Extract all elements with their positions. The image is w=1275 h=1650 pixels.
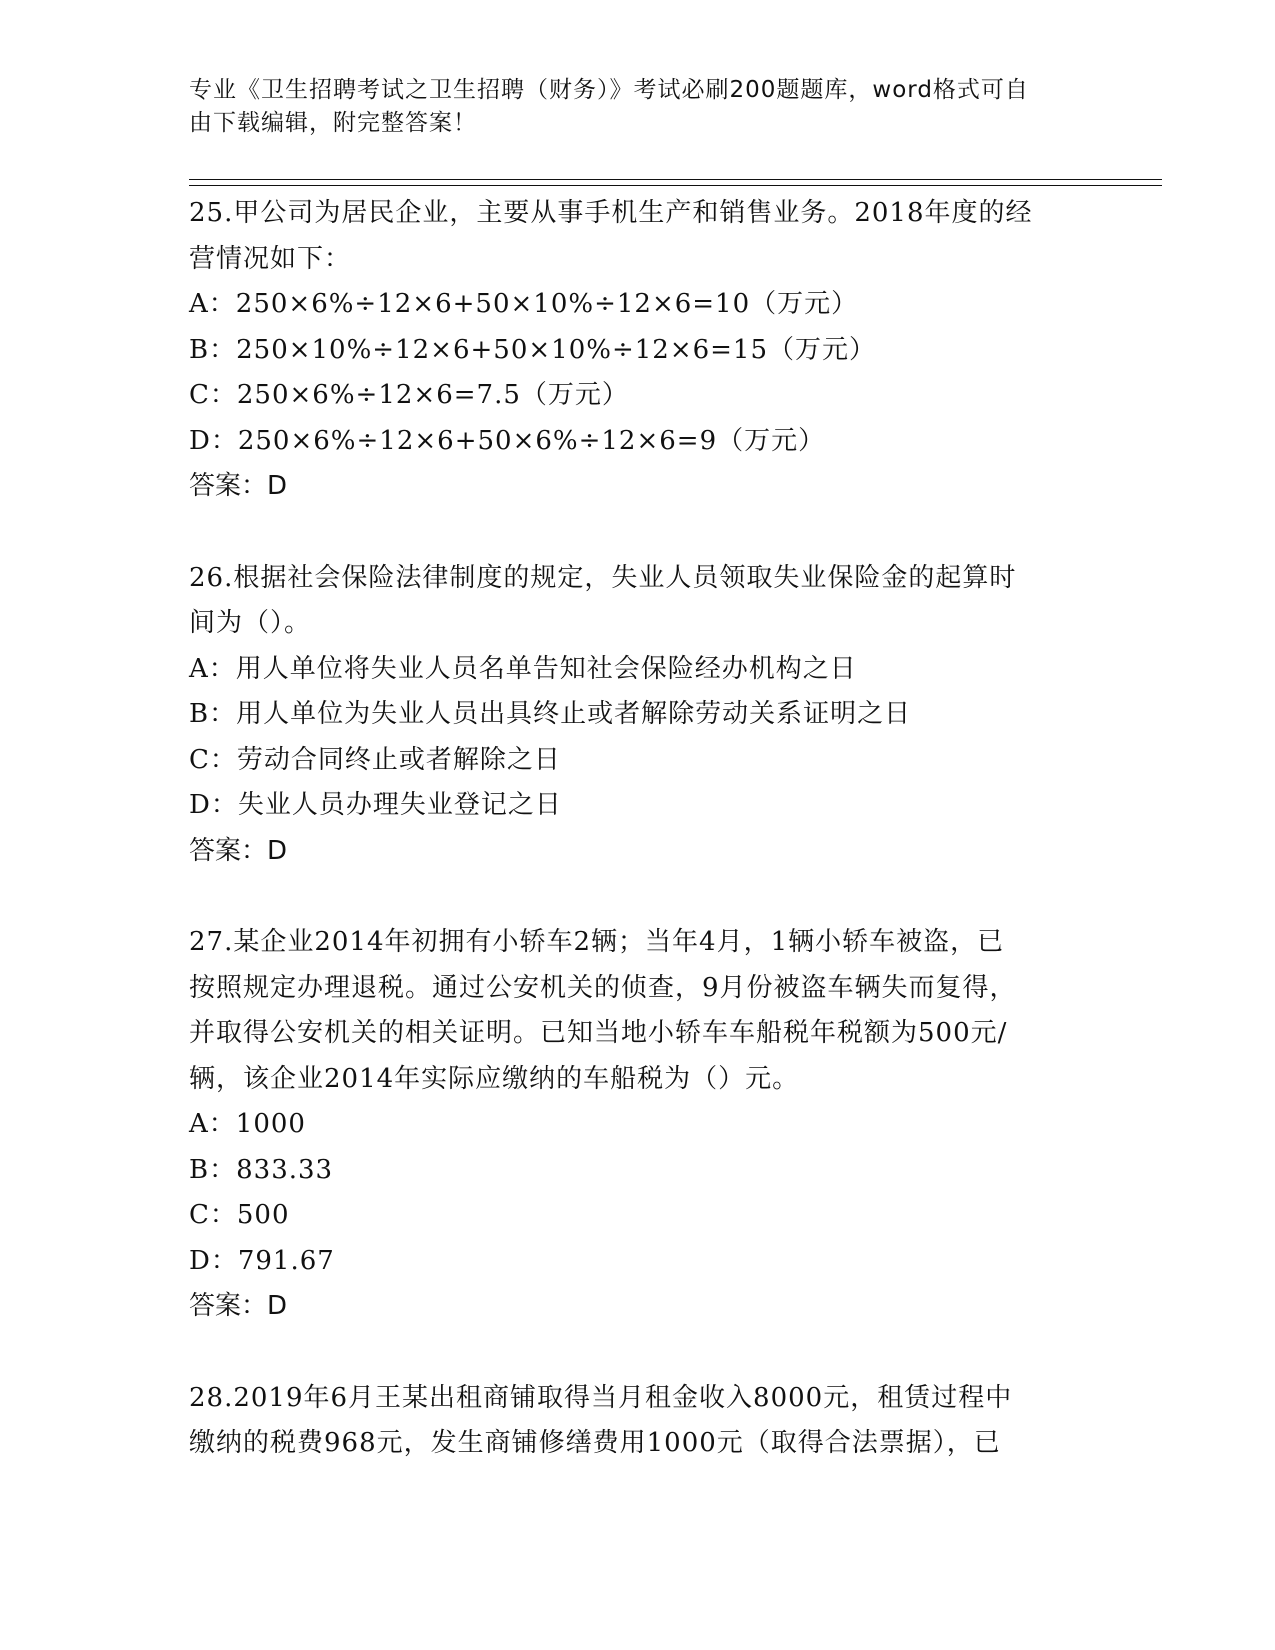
question-text-line: 28.2019年6月王某出租商铺取得当月租金收入8000元，租赁过程中 xyxy=(189,1382,1013,1413)
question-25 xyxy=(189,191,1089,510)
header-divider-top xyxy=(189,179,1162,180)
question-list xyxy=(189,191,1089,1513)
question-text-line: 辆，该企业2014年实际应缴纳的车船税为（）元。 xyxy=(189,1063,800,1094)
option-b: B：用人单位为失业人员出具终止或者解除劳动关系证明之日 xyxy=(189,699,912,729)
option-d: D：791.67 xyxy=(189,1245,335,1276)
answer-label: 答案：D xyxy=(189,835,288,866)
option-b: B：250×10%÷12×6+50×10%÷12×6=15（万元） xyxy=(189,334,877,365)
header-line-1: 专业《卫生招聘考试之卫生招聘（财务）》考试必刷200题题库，word格式可自 xyxy=(189,77,1029,103)
question-text-line: 25.甲公司为居民企业，主要从事手机生产和销售业务。2018年度的经 xyxy=(189,198,1033,228)
option-c: C：250×6%÷12×6=7.5（万元） xyxy=(189,380,629,410)
option-c: C：500 xyxy=(189,1200,290,1230)
answer-label: 答案：D xyxy=(189,471,288,501)
question-28 xyxy=(189,1376,1089,1467)
option-c: C：劳动合同终止或者解除之日 xyxy=(189,744,561,775)
header-line-2: 由下载编辑，附完整答案！ xyxy=(189,110,477,136)
option-d: D：失业人员办理失业登记之日 xyxy=(189,790,562,820)
question-text-line: 27.某企业2014年初拥有小轿车2辆；当年4月，1辆小轿车被盗，已 xyxy=(189,927,1005,957)
question-text-line: 26.根据社会保险法律制度的规定，失业人员领取失业保险金的起算时 xyxy=(189,562,1017,593)
header-divider-bottom xyxy=(189,185,1162,186)
question-27 xyxy=(189,920,1089,1330)
answer-label: 答案：D xyxy=(189,1291,288,1321)
option-a: A：1000 xyxy=(189,1109,306,1139)
question-text-line: 缴纳的税费968元，发生商铺修缮费用1000元（取得合法票据），已 xyxy=(189,1428,1001,1458)
document-header xyxy=(189,74,1079,140)
option-a: A：用人单位将失业人员名单告知社会保险经办机构之日 xyxy=(189,653,857,684)
question-text-line: 营情况如下： xyxy=(189,243,352,274)
option-d: D：250×6%÷12×6+50×6%÷12×6=9（万元） xyxy=(189,425,826,456)
question-text-line: 按照规定办理退税。通过公安机关的侦查，9月份被盗车辆失而复得， xyxy=(189,972,1017,1003)
question-text-line: 间为（）。 xyxy=(189,608,312,638)
question-text-line: 并取得公安机关的相关证明。已知当地小轿车车船税年税额为500元/ xyxy=(189,1018,1008,1048)
option-a: A：250×6%÷12×6+50×10%÷12×6=10（万元） xyxy=(189,289,859,319)
option-b: B：833.33 xyxy=(189,1154,334,1185)
question-26 xyxy=(189,556,1089,875)
